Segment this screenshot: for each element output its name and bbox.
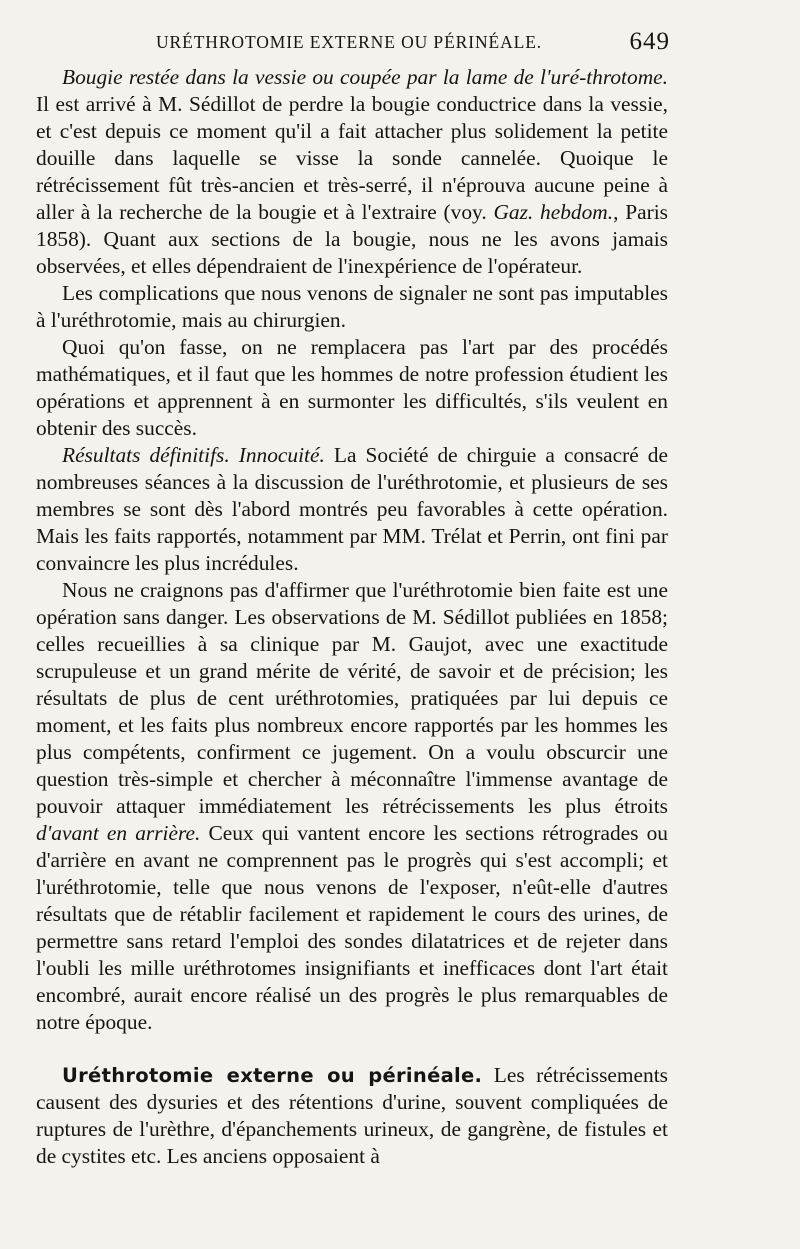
paragraph-lead-italic: Bougie restée dans la vessie ou coupée par la lame de l'uré-throtome. — [62, 65, 668, 89]
paragraph-text: La Société de chirguie a consacré de nombreuses séances à la discussion de l'uréthrotomie, et plusieurs de ses membres se sont dès l'abord montrés peu favorables à cette opération. Mais les faits rapportés, notamment par MM. Trélat et Perrin, ont fini par convaincre les plus incrédules. — [36, 443, 668, 575]
paragraph-text: , Paris 1858). Quant aux sections de la bougie, nous ne les avons jamais observées, et elles dépendraient de l'inexpérience de l'opérateur. — [36, 200, 668, 278]
page-header — [36, 28, 670, 58]
paragraph-resultats — [36, 442, 668, 577]
paragraph-lead-italic: Résultats définitifs. Innocuité. — [62, 443, 325, 467]
paragraph-complications — [36, 280, 668, 334]
paragraph-text: Ceux qui vantent encore les sections rétrogrades ou d'arrière en avant ne comprennent pas le progrès qui s'est accompli; et l'uréthrotomie, telle que nous venons de l'exposer, n'eût-elle d'autres résultats que de rétablir facilement et rapidement le cours des urines, de permettre sans retard l'emploi des sondes dilatatrices et de rejeter dans l'oubli les mille uréthrotomes insignifiants et inefficaces dont l'art était encombré, aurait encore réalisé un des progrès le plus remarquables de notre époque. — [36, 821, 668, 1034]
section-text: Les rétrécissements causent des dysuries et des rétentions d'urine, souvent compliquées de ruptures de l'urèthre, d'épanchements urineux, de gangrène, de fistules et de cystites etc. Les anciens opposaient à — [36, 1063, 669, 1168]
page-number: 649 — [629, 28, 670, 55]
section-paragraph — [36, 1062, 668, 1170]
paragraph-text: Il est arrivé à M. Sédillot de perdre la bougie conductrice dans la vessie, et c'est depuis ce moment qu'il a fait attacher plus solidement la petite douille dans laquelle se visse la sonde cannelée. Quoique le rétrécissement fût très-ancien et très-serré, il n'éprouva aucune peine à aller à la recherche de la bougie et à l'extraire (voy. — [36, 92, 668, 224]
paragraph-text: Nous ne craignons pas d'affirmer que l'uréthrotomie bien faite est une opération sans danger. Les observations de M. Sédillot publiées en 1858; celles recueillies à sa clinique par M. Gaujot, avec une exactitude scrupuleuse et un grand mérite de vérité, de savoir et de précision; les résultats de plus de cent uréthrotomies, pratiquées par lui depuis ce moment, et les faits plus nombreux encore rapportés par les hommes les plus compétents, confirment ce jugement. On a voulu obscurcir une question très-simple et chercher à méconnaître l'immense avantage de pouvoir attaquer immédiatement les rétrécissements les plus étroits — [36, 578, 668, 818]
paragraph-text: Les complications que nous venons de signaler ne sont pas imputables à l'uréthrotomie, mais au chirurgien. — [36, 281, 668, 332]
running-head: URÉTHROTOMIE EXTERNE OU PÉRINÉALE. — [156, 32, 543, 52]
paragraph-bougie — [36, 64, 668, 280]
paragraph-innocuite — [36, 577, 668, 1036]
section-title: Uréthrotomie externe ou périnéale. — [62, 1064, 483, 1087]
paragraph-text: Quoi qu'on fasse, on ne remplacera pas l'art par des procédés mathématiques, et il faut que les hommes de notre profession étudient les opérations et apprennent à en surmonter les difficultés, s'ils veulent en obtenir des succès. — [36, 335, 668, 440]
body-text — [36, 64, 668, 1170]
citation-italic: Gaz. hebdom. — [493, 200, 614, 224]
paragraph-italic: d'avant en arrière. — [36, 821, 201, 845]
paragraph-art — [36, 334, 668, 442]
